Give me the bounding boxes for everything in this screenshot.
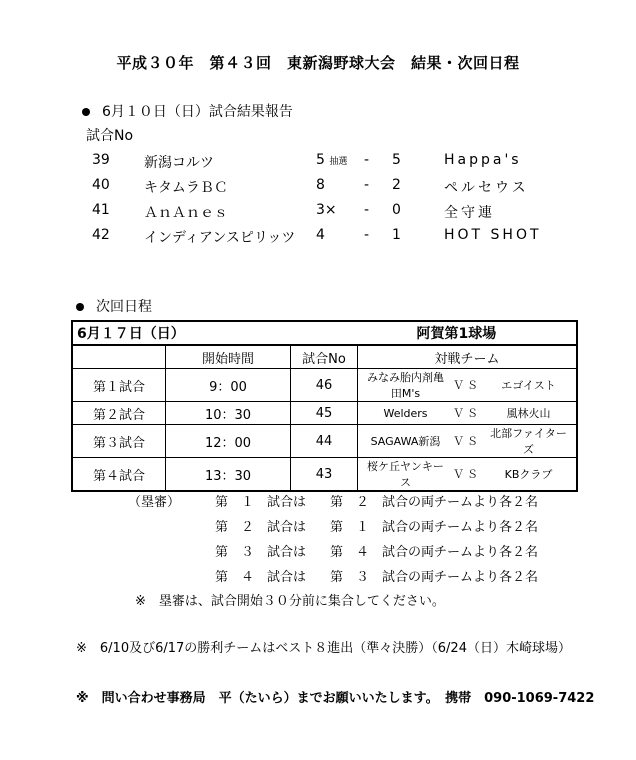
umpire-line-game: 第 ４ 試合は <box>215 570 307 585</box>
bullet-icon <box>76 303 84 311</box>
schedule-vs: ＶＳ <box>453 468 481 481</box>
schedule-row <box>72 458 577 492</box>
results-heading-text: 6月１０日（日）試合結果報告 <box>102 104 293 120</box>
result-away-score: 0 <box>392 202 401 218</box>
schedule-matchup <box>358 402 578 425</box>
schedule-time: 10：30 <box>166 402 291 425</box>
schedule-header-blank <box>72 345 166 369</box>
schedule-matchup <box>358 369 578 402</box>
result-away-team: Happa's <box>444 152 522 168</box>
schedule-team2: KBクラブ <box>504 468 553 481</box>
schedule-vs: ＶＳ <box>453 435 481 448</box>
result-home-team: インディアンスピリッツ <box>144 230 296 246</box>
schedule-matchup <box>358 425 578 458</box>
schedule-game-no: 43 <box>291 458 358 492</box>
result-game-no: 42 <box>92 227 110 243</box>
umpire-line-game: 第 １ 試合は <box>215 495 307 510</box>
schedule-matchup <box>358 458 578 492</box>
schedule-time: 9：00 <box>166 369 291 402</box>
schedule-header-no: 試合No <box>291 345 358 369</box>
result-home-team: キタムラＢＣ <box>144 180 228 196</box>
umpire-note: ※ 塁審は、試合開始３０分前に集合してください。 <box>135 594 445 609</box>
result-game-no: 40 <box>92 177 110 193</box>
result-home-score: 8 <box>316 177 325 193</box>
page-title: 平成３０年 第４３回 東新潟野球大会 結果・次回日程 <box>116 54 520 72</box>
umpire-line-assign: 第 ２ 試合の両チームより各２名 <box>330 495 539 510</box>
schedule-game: 第３試合 <box>72 425 166 458</box>
result-away-team: HOT SHOT <box>444 227 542 243</box>
schedule-row <box>72 402 577 425</box>
advance-note: ※ 6/10及び6/17の勝利チームはベスト８進出（準々決勝）（6/24（日）木崎球場） <box>76 641 571 656</box>
schedule-venue: 阿賀第1球場 <box>291 321 578 345</box>
result-away-team: 全守連 <box>444 205 495 221</box>
result-dash: - <box>364 152 370 168</box>
schedule-game: 第４試合 <box>72 458 166 492</box>
schedule-date: 6月１７日（日） <box>72 321 291 345</box>
schedule-game-no: 45 <box>291 402 358 425</box>
result-away-score: 2 <box>392 177 401 193</box>
schedule-header-time: 開始時間 <box>166 345 291 369</box>
schedule-header-row <box>72 345 577 369</box>
schedule-team2: 風林火山 <box>506 407 551 420</box>
result-home-team: 新潟コルツ <box>144 155 214 171</box>
result-away-team: ペルセウス <box>444 180 529 196</box>
result-game-no: 39 <box>92 152 110 168</box>
result-game-no: 41 <box>92 202 110 218</box>
schedule-time: 12：00 <box>166 425 291 458</box>
result-away-score: 1 <box>392 227 401 243</box>
bullet-icon <box>82 108 90 116</box>
result-home-score: 3× <box>316 202 337 218</box>
game-no-label: 試合No <box>86 128 134 144</box>
schedule-game: 第２試合 <box>72 402 166 425</box>
schedule-team2: 北部ファイターズ <box>490 427 567 456</box>
umpire-line-game: 第 ２ 試合は <box>215 520 307 535</box>
contact-note: ※ 問い合わせ事務局 平（たいら）までお願いいたします。 携帯 090-1069-7422 <box>76 691 595 706</box>
schedule-game-no: 46 <box>291 369 358 402</box>
schedule-time: 13：30 <box>166 458 291 492</box>
schedule-team1: Welders <box>383 406 428 420</box>
schedule-venue-row <box>72 321 577 345</box>
schedule-header-teams: 対戦チーム <box>358 345 578 369</box>
schedule-game-no: 44 <box>291 425 358 458</box>
result-home-team: ＡｎＡｎｅｓ <box>144 205 228 221</box>
umpire-line-assign: 第 １ 試合の両チームより各２名 <box>330 520 539 535</box>
result-home-score: 4 <box>316 227 325 243</box>
schedule-team1: 桜ケ丘ヤンキース <box>367 460 444 489</box>
schedule-team2: エゴイスト <box>501 379 556 392</box>
result-dash: - <box>364 202 370 218</box>
schedule-vs: ＶＳ <box>453 407 481 420</box>
umpire-line-game: 第 ３ 試合は <box>215 545 307 560</box>
schedule-table <box>71 320 578 492</box>
umpire-line-assign: 第 ３ 試合の両チームより各２名 <box>330 570 539 585</box>
schedule-team1: みなみ胎内剤亀田M's <box>367 371 444 400</box>
result-home-score: 5 <box>316 152 325 168</box>
result-note: 抽選 <box>329 157 348 167</box>
umpire-label: （塁審） <box>128 495 181 510</box>
result-dash: - <box>364 227 370 243</box>
schedule-heading <box>76 296 152 316</box>
umpire-line-assign: 第 ４ 試合の両チームより各２名 <box>330 545 539 560</box>
result-away-score: 5 <box>392 152 401 168</box>
result-dash: - <box>364 177 370 193</box>
schedule-heading-text: 次回日程 <box>96 299 152 315</box>
schedule-vs: ＶＳ <box>453 379 481 392</box>
schedule-row <box>72 369 577 402</box>
schedule-game: 第１試合 <box>72 369 166 402</box>
schedule-row <box>72 425 577 458</box>
schedule-team1: SAGAWA新潟 <box>370 435 441 448</box>
results-heading <box>82 101 293 121</box>
